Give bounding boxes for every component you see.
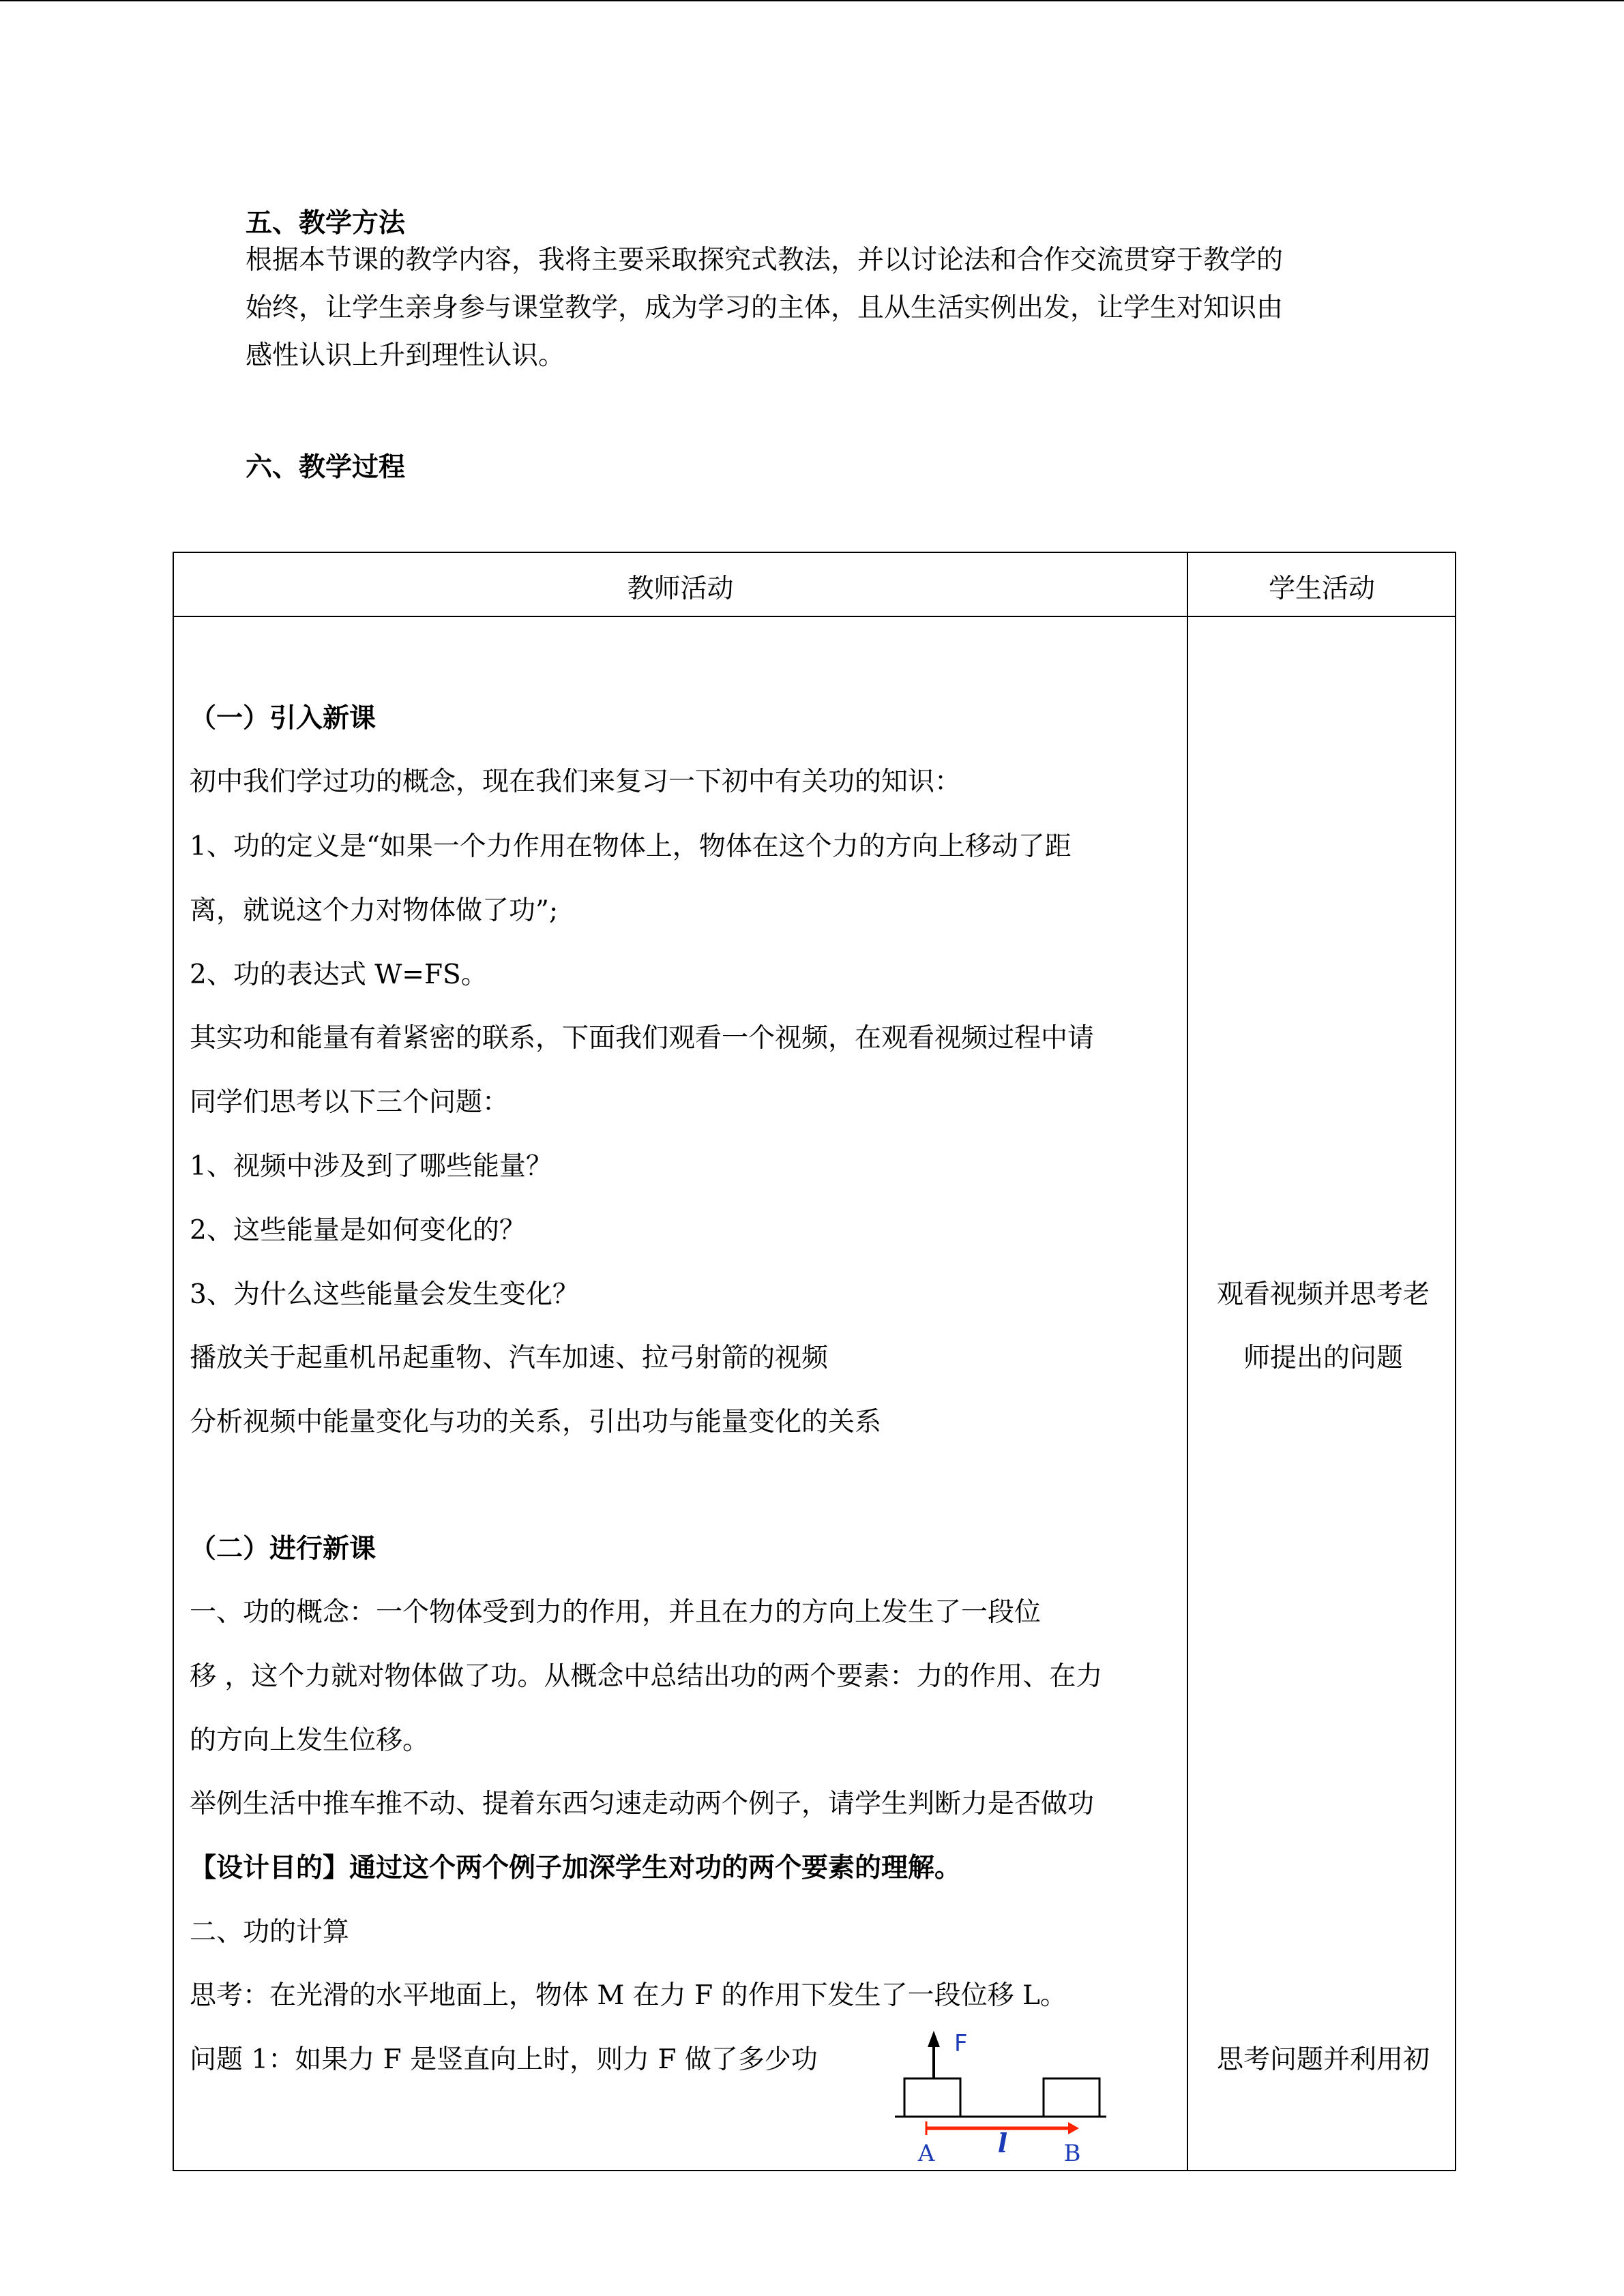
teacher-line: 2、这些能量是如何变化的？ (190, 1215, 526, 1246)
teacher-line: 其实功和能量有着紧密的联系，下面我们观看一个视频，在观看视频过程中请 (190, 1023, 1095, 1054)
displacement-arrow-head (1068, 2122, 1079, 2134)
teacher-line: 移 ，这个力就对物体做了功。从概念中总结出功的两个要素：力的作用、在力 (190, 1661, 1103, 1692)
subsection-title-new-lesson: （二）进行新课 (190, 1534, 377, 1564)
teacher-line: 二、功的计算 (190, 1917, 350, 1948)
length-label: l (997, 2128, 1008, 2158)
teacher-line: 播放关于起重机吊起重物、汽车加速、拉弓射箭的视频 (190, 1343, 829, 1373)
teacher-line: 2、功的表达式 W=FS。 (190, 959, 488, 990)
table-column-divider (1187, 552, 1188, 2171)
table-header-divider (173, 616, 1456, 617)
block-at-a (904, 2078, 960, 2117)
page-top-border (0, 0, 1624, 1)
student-line: 师提出的问题 (1243, 1343, 1403, 1373)
header-student-activity: 学生活动 (1268, 573, 1375, 604)
teacher-line: 分析视频中能量变化与功的关系，引出功与能量变化的关系 (190, 1407, 882, 1437)
teacher-line: 1、视频中涉及到了哪些能量？ (190, 1151, 552, 1182)
student-line: 思考问题并利用初 (1216, 2044, 1430, 2075)
teacher-line: 离，就说这个力对物体做了功”; (190, 895, 559, 926)
teacher-line: 思考：在光滑的水平地面上，物体 M 在力 F 的作用下发生了一段位移 L。 (190, 1980, 1067, 2011)
paragraph-line: 根据本节课的教学内容，我将主要采取探究式教法，并以讨论法和合作交流贯穿于教学的 (246, 245, 1284, 275)
section-heading-teaching-process: 六、教学过程 (246, 452, 406, 483)
header-teacher-activity: 教师活动 (627, 573, 734, 604)
teacher-line: 同学们思考以下三个问题： (190, 1087, 510, 1118)
teacher-line: 一、功的概念：一个物体受到力的作用，并且在力的方向上发生了一段位 (190, 1597, 1042, 1628)
teacher-line: 举例生活中推车推不动、提着东西匀速走动两个例子，请学生判断力是否做功 (190, 1789, 1095, 1819)
work-displacement-diagram (887, 2029, 1119, 2166)
teaching-method-paragraph (246, 237, 1378, 380)
point-a-label: A (917, 2140, 935, 2166)
paragraph-line: 感性认识上升到理性认识。 (246, 340, 565, 371)
force-label: F (954, 2030, 968, 2057)
subsection-title-intro: （一）引入新课 (190, 703, 377, 734)
section-heading-teaching-method: 五、教学方法 (246, 208, 406, 239)
teacher-line: 的方向上发生位移。 (190, 1725, 430, 1756)
block-at-b (1044, 2078, 1099, 2117)
force-arrow-head (928, 2031, 940, 2047)
teacher-line: 初中我们学过功的概念，现在我们来复习一下初中有关功的知识： (190, 766, 962, 797)
paragraph-line: 始终，让学生亲身参与课堂教学，成为学习的主体，且从生活实例出发，让学生对知识由 (246, 293, 1284, 323)
teacher-line: 问题 1：如果力 F 是竖直向上时，则力 F 做了多少功 (190, 2044, 818, 2075)
student-line: 观看视频并思考老 (1216, 1279, 1430, 1310)
design-purpose-line: 【设计目的】通过这个两个例子加深学生对功的两个要素的理解。 (190, 1853, 962, 1883)
teacher-line: 1、功的定义是“如果一个力作用在物体上，物体在这个力的方向上移动了距 (190, 831, 1072, 862)
teacher-line: 3、为什么这些能量会发生变化？ (190, 1279, 579, 1310)
point-b-label: B (1063, 2140, 1081, 2166)
